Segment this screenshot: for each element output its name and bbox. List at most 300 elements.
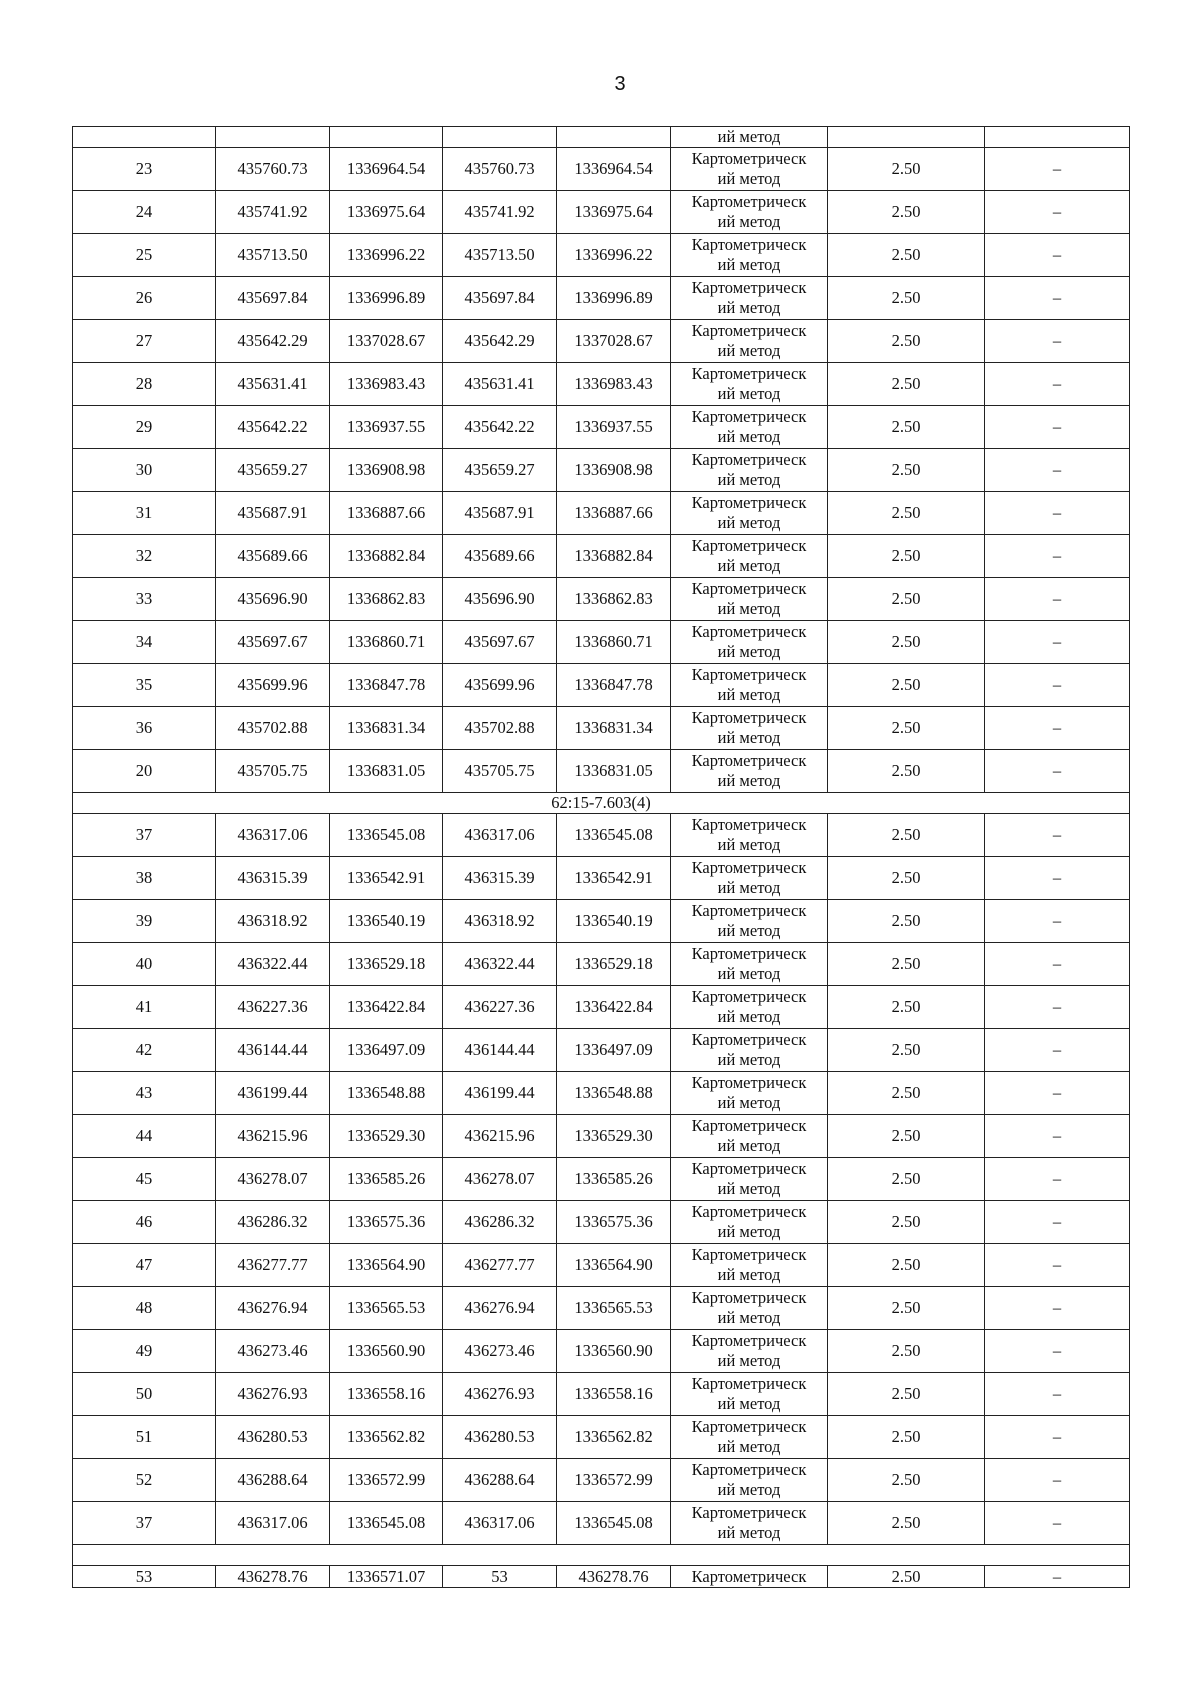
- y-coordinate-cell: 1336548.88: [330, 1072, 443, 1115]
- method-cell: [671, 1244, 828, 1287]
- method-line-1: Картометрическ: [691, 665, 807, 684]
- table-row: [73, 535, 1130, 578]
- accuracy-cell: 2.50: [828, 449, 985, 492]
- table-row: [73, 707, 1130, 750]
- method-cell: Картометрическ: [671, 1566, 828, 1588]
- method-line-1: Картометрическ: [691, 1374, 807, 1393]
- point-number-cell: 31: [73, 492, 216, 535]
- x-coordinate-cell: 436278.07: [216, 1158, 330, 1201]
- accuracy-cell: 2.50: [828, 1459, 985, 1502]
- method-line-1: Картометрическ: [691, 1331, 807, 1350]
- y-coordinate-cell: 1336831.34: [557, 707, 671, 750]
- method-cell: [671, 943, 828, 986]
- x-coordinate-cell: 435702.88: [443, 707, 557, 750]
- table-row: [73, 406, 1130, 449]
- accuracy-cell: 2.50: [828, 234, 985, 277]
- table-cell: [828, 127, 985, 148]
- accuracy-cell: 2.50: [828, 578, 985, 621]
- page-number: 3: [614, 73, 626, 95]
- section-header-row: [73, 793, 1130, 814]
- method-line-1: Картометрическ: [691, 450, 807, 469]
- method-cell: [671, 707, 828, 750]
- y-coordinate-cell: 1336908.98: [330, 449, 443, 492]
- x-coordinate-cell: 435697.67: [216, 621, 330, 664]
- y-coordinate-cell: 1336847.78: [330, 664, 443, 707]
- x-coordinate-cell: 436315.39: [216, 857, 330, 900]
- point-number-cell: 46: [73, 1201, 216, 1244]
- dash-cell: –: [985, 1416, 1130, 1459]
- x-coordinate-cell: 436215.96: [216, 1115, 330, 1158]
- y-coordinate-cell: 1336996.89: [557, 277, 671, 320]
- point-number-cell: 49: [73, 1330, 216, 1373]
- method-line-2: ий метод: [717, 1394, 781, 1413]
- table-row: [73, 1459, 1130, 1502]
- point-number-cell: 39: [73, 900, 216, 943]
- y-coordinate-cell: 1336882.84: [330, 535, 443, 578]
- accuracy-cell: 2.50: [828, 1072, 985, 1115]
- method-line-1: Картометрическ: [691, 622, 807, 641]
- table-row: [73, 943, 1130, 986]
- y-coordinate-cell: 1336575.36: [557, 1201, 671, 1244]
- method-line-2: ий метод: [717, 470, 781, 489]
- x-coordinate-cell: 436276.93: [443, 1373, 557, 1416]
- method-line-2: ий метод: [717, 513, 781, 532]
- y-coordinate-cell: 1336497.09: [330, 1029, 443, 1072]
- method-line-1: Картометрическ: [691, 901, 807, 920]
- accuracy-cell: 2.50: [828, 1201, 985, 1244]
- method-line-1: Картометрическ: [691, 1202, 807, 1221]
- table-cell: 1336571.07: [330, 1566, 443, 1588]
- method-line-2: ий метод: [717, 212, 781, 231]
- method-line-2: ий метод: [717, 1351, 781, 1370]
- method-line-2: ий метод: [717, 771, 781, 790]
- method-line-2: ий метод: [717, 642, 781, 661]
- method-line-1: Картометрическ: [691, 1245, 807, 1264]
- x-coordinate-cell: 435642.22: [443, 406, 557, 449]
- method-cell: [671, 986, 828, 1029]
- accuracy-cell: 2.50: [828, 1416, 985, 1459]
- method-cell: [671, 1373, 828, 1416]
- x-coordinate-cell: 436278.07: [443, 1158, 557, 1201]
- table-row: [73, 1244, 1130, 1287]
- continuation-row: [73, 127, 1130, 148]
- accuracy-cell: 2.50: [828, 900, 985, 943]
- accuracy-cell: 2.50: [828, 750, 985, 793]
- table-row: [73, 449, 1130, 492]
- method-line-2: ий метод: [717, 728, 781, 747]
- accuracy-cell: 2.50: [828, 664, 985, 707]
- method-cell: [671, 1330, 828, 1373]
- method-line-1: Картометрическ: [691, 579, 807, 598]
- x-coordinate-cell: 436280.53: [443, 1416, 557, 1459]
- table-cell: [557, 127, 671, 148]
- y-coordinate-cell: 1336860.71: [557, 621, 671, 664]
- y-coordinate-cell: 1336545.08: [330, 814, 443, 857]
- y-coordinate-cell: 1336529.18: [557, 943, 671, 986]
- y-coordinate-cell: 1336996.22: [557, 234, 671, 277]
- dash-cell: –: [985, 1072, 1130, 1115]
- x-coordinate-cell: 435659.27: [216, 449, 330, 492]
- x-coordinate-cell: 435631.41: [216, 363, 330, 406]
- point-number-cell: 25: [73, 234, 216, 277]
- blank-row: [73, 1545, 1130, 1566]
- y-coordinate-cell: 1336565.53: [330, 1287, 443, 1330]
- accuracy-cell: 2.50: [828, 1029, 985, 1072]
- method-cell: [671, 191, 828, 234]
- method-line-1: Картометрическ: [691, 364, 807, 383]
- method-cell: [671, 1287, 828, 1330]
- x-coordinate-cell: 436215.96: [443, 1115, 557, 1158]
- x-coordinate-cell: 435642.22: [216, 406, 330, 449]
- table-row: [73, 1373, 1130, 1416]
- y-coordinate-cell: 1336529.18: [330, 943, 443, 986]
- method-cell: [671, 750, 828, 793]
- x-coordinate-cell: 436276.93: [216, 1373, 330, 1416]
- dash-cell: –: [985, 1373, 1130, 1416]
- y-coordinate-cell: 1336542.91: [330, 857, 443, 900]
- method-cell: [671, 1115, 828, 1158]
- section-title: 62:15-7.603(4): [73, 793, 1130, 814]
- method-line-2: ий метод: [717, 599, 781, 618]
- x-coordinate-cell: 436144.44: [216, 1029, 330, 1072]
- method-cell: [671, 1502, 828, 1545]
- y-coordinate-cell: 1336908.98: [557, 449, 671, 492]
- table-row: [73, 857, 1130, 900]
- dash-cell: –: [985, 1459, 1130, 1502]
- dash-cell: –: [985, 234, 1130, 277]
- point-number-cell: 20: [73, 750, 216, 793]
- table-cell: 53: [443, 1566, 557, 1588]
- method-cell: [671, 814, 828, 857]
- y-coordinate-cell: 1336831.05: [330, 750, 443, 793]
- method-cell: [671, 578, 828, 621]
- table-row: [73, 363, 1130, 406]
- dash-cell: –: [985, 1330, 1130, 1373]
- y-coordinate-cell: 1336887.66: [330, 492, 443, 535]
- point-number-cell: 33: [73, 578, 216, 621]
- y-coordinate-cell: 1336882.84: [557, 535, 671, 578]
- x-coordinate-cell: 436199.44: [443, 1072, 557, 1115]
- table-cell: [443, 127, 557, 148]
- x-coordinate-cell: 436277.77: [216, 1244, 330, 1287]
- y-coordinate-cell: 1336564.90: [557, 1244, 671, 1287]
- point-number-cell: 30: [73, 449, 216, 492]
- dash-cell: –: [985, 148, 1130, 191]
- method-line-1: Картометрическ: [691, 944, 807, 963]
- method-line-2: ий метод: [717, 1136, 781, 1155]
- table-cell: [985, 127, 1130, 148]
- y-coordinate-cell: 1336887.66: [557, 492, 671, 535]
- method-line-1: Картометрическ: [691, 1116, 807, 1135]
- y-coordinate-cell: 1336937.55: [557, 406, 671, 449]
- table-cell: [216, 127, 330, 148]
- dash-cell: –: [985, 1201, 1130, 1244]
- method-line-2: ий метод: [717, 1007, 781, 1026]
- method-line-2: ий метод: [717, 1050, 781, 1069]
- method-cell: [671, 1201, 828, 1244]
- accuracy-cell: 2.50: [828, 986, 985, 1029]
- y-coordinate-cell: 1336560.90: [557, 1330, 671, 1373]
- table-row: [73, 492, 1130, 535]
- y-coordinate-cell: 1337028.67: [330, 320, 443, 363]
- y-coordinate-cell: 1336862.83: [557, 578, 671, 621]
- x-coordinate-cell: 436273.46: [216, 1330, 330, 1373]
- method-line-1: Картометрическ: [691, 536, 807, 555]
- table-row: [73, 277, 1130, 320]
- method-line-1: Картометрическ: [691, 278, 807, 297]
- y-coordinate-cell: 1336572.99: [330, 1459, 443, 1502]
- point-number-cell: 26: [73, 277, 216, 320]
- x-coordinate-cell: 436227.36: [443, 986, 557, 1029]
- accuracy-cell: 2.50: [828, 277, 985, 320]
- y-coordinate-cell: 1336996.22: [330, 234, 443, 277]
- point-number-cell: 53: [73, 1566, 216, 1588]
- point-number-cell: 24: [73, 191, 216, 234]
- point-number-cell: 38: [73, 857, 216, 900]
- method-line-2: ий метод: [717, 921, 781, 940]
- method-cell: [671, 1459, 828, 1502]
- y-coordinate-cell: 1336831.05: [557, 750, 671, 793]
- accuracy-cell: 2.50: [828, 707, 985, 750]
- method-cell: [671, 1029, 828, 1072]
- method-line-1: Картометрическ: [691, 192, 807, 211]
- method-line-1: Картометрическ: [691, 321, 807, 340]
- y-coordinate-cell: 1336996.89: [330, 277, 443, 320]
- table-cell: [73, 127, 216, 148]
- point-number-cell: 28: [73, 363, 216, 406]
- method-line-2: ий метод: [717, 169, 781, 188]
- method-line-1: Картометрическ: [691, 987, 807, 1006]
- table-row: [73, 986, 1130, 1029]
- table-row: [73, 1502, 1130, 1545]
- accuracy-cell: 2.50: [828, 1115, 985, 1158]
- method-cell: [671, 449, 828, 492]
- y-coordinate-cell: 1336975.64: [330, 191, 443, 234]
- dash-cell: –: [985, 621, 1130, 664]
- dash-cell: –: [985, 191, 1130, 234]
- x-coordinate-cell: 435699.96: [443, 664, 557, 707]
- method-line-2: ий метод: [717, 427, 781, 446]
- accuracy-cell: 2.50: [828, 492, 985, 535]
- x-coordinate-cell: 435642.29: [443, 320, 557, 363]
- x-coordinate-cell: 436317.06: [216, 1502, 330, 1545]
- table-row: [73, 1029, 1130, 1072]
- method-cell: [671, 621, 828, 664]
- method-line-2: ий метод: [717, 298, 781, 317]
- x-coordinate-cell: 436273.46: [443, 1330, 557, 1373]
- x-coordinate-cell: 436322.44: [443, 943, 557, 986]
- method-line-2: ий метод: [717, 835, 781, 854]
- method-line-2: ий метод: [717, 1437, 781, 1456]
- point-number-cell: 42: [73, 1029, 216, 1072]
- method-line-2: ий метод: [717, 1179, 781, 1198]
- x-coordinate-cell: 436322.44: [216, 943, 330, 986]
- x-coordinate-cell: 435689.66: [443, 535, 557, 578]
- accuracy-cell: 2.50: [828, 1502, 985, 1545]
- y-coordinate-cell: 1336831.34: [330, 707, 443, 750]
- accuracy-cell: 2.50: [828, 535, 985, 578]
- dash-cell: –: [985, 943, 1130, 986]
- method-line-1: Картометрическ: [691, 1288, 807, 1307]
- x-coordinate-cell: 436318.92: [216, 900, 330, 943]
- y-coordinate-cell: 1336545.08: [557, 1502, 671, 1545]
- method-line-2: ий метод: [717, 1480, 781, 1499]
- method-cell: [671, 234, 828, 277]
- dash-cell: –: [985, 277, 1130, 320]
- y-coordinate-cell: 1336572.99: [557, 1459, 671, 1502]
- table-row: [73, 1566, 1130, 1588]
- table-row: [73, 1072, 1130, 1115]
- point-number-cell: 47: [73, 1244, 216, 1287]
- method-cell: ий метод: [671, 127, 828, 148]
- table-row: [73, 1287, 1130, 1330]
- x-coordinate-cell: 435741.92: [216, 191, 330, 234]
- method-cell: [671, 148, 828, 191]
- table-row: [73, 578, 1130, 621]
- x-coordinate-cell: 436286.32: [216, 1201, 330, 1244]
- y-coordinate-cell: 1336964.54: [330, 148, 443, 191]
- method-cell: [671, 900, 828, 943]
- dash-cell: –: [985, 578, 1130, 621]
- y-coordinate-cell: 1336558.16: [330, 1373, 443, 1416]
- x-coordinate-cell: 436288.64: [216, 1459, 330, 1502]
- x-coordinate-cell: 435689.66: [216, 535, 330, 578]
- point-number-cell: 29: [73, 406, 216, 449]
- x-coordinate-cell: 435687.91: [443, 492, 557, 535]
- accuracy-cell: 2.50: [828, 1287, 985, 1330]
- table-row: [73, 664, 1130, 707]
- method-line-1: Картометрическ: [691, 1159, 807, 1178]
- x-coordinate-cell: 435760.73: [216, 148, 330, 191]
- method-line-2: ий метод: [717, 384, 781, 403]
- dash-cell: –: [985, 814, 1130, 857]
- method-cell: [671, 277, 828, 320]
- method-line-2: ий метод: [717, 341, 781, 360]
- method-line-1: Картометрическ: [691, 1073, 807, 1092]
- point-number-cell: 35: [73, 664, 216, 707]
- x-coordinate-cell: 436286.32: [443, 1201, 557, 1244]
- dash-cell: –: [985, 535, 1130, 578]
- dash-cell: –: [985, 1502, 1130, 1545]
- table-row: [73, 1115, 1130, 1158]
- point-number-cell: 41: [73, 986, 216, 1029]
- method-line-2: ий метод: [717, 1093, 781, 1112]
- x-coordinate-cell: 436227.36: [216, 986, 330, 1029]
- method-line-1: Картометрическ: [691, 1503, 807, 1522]
- table-row: [73, 320, 1130, 363]
- method-line-2: ий метод: [717, 1265, 781, 1284]
- y-coordinate-cell: 1336983.43: [330, 363, 443, 406]
- method-line-1: Картометрическ: [691, 235, 807, 254]
- method-line-1: Картометрическ: [691, 149, 807, 168]
- dash-cell: –: [985, 986, 1130, 1029]
- dash-cell: –: [985, 1566, 1130, 1588]
- accuracy-cell: 2.50: [828, 1244, 985, 1287]
- accuracy-cell: 2.50: [828, 1373, 985, 1416]
- point-number-cell: 43: [73, 1072, 216, 1115]
- accuracy-cell: 2.50: [828, 148, 985, 191]
- y-coordinate-cell: 1336545.08: [557, 814, 671, 857]
- table-row: [73, 814, 1130, 857]
- y-coordinate-cell: 1336545.08: [330, 1502, 443, 1545]
- y-coordinate-cell: 1336862.83: [330, 578, 443, 621]
- table-row: [73, 900, 1130, 943]
- accuracy-cell: 2.50: [828, 1330, 985, 1373]
- x-coordinate-cell: 435659.27: [443, 449, 557, 492]
- x-coordinate-cell: 435687.91: [216, 492, 330, 535]
- x-coordinate-cell: 435697.67: [443, 621, 557, 664]
- accuracy-cell: 2.50: [828, 320, 985, 363]
- y-coordinate-cell: 1336548.88: [557, 1072, 671, 1115]
- x-coordinate-cell: 435699.96: [216, 664, 330, 707]
- accuracy-cell: 2.50: [828, 1158, 985, 1201]
- x-coordinate-cell: 436280.53: [216, 1416, 330, 1459]
- x-coordinate-cell: 436317.06: [216, 814, 330, 857]
- x-coordinate-cell: 436317.06: [443, 1502, 557, 1545]
- x-coordinate-cell: 435642.29: [216, 320, 330, 363]
- method-line-2: ий метод: [717, 1308, 781, 1327]
- accuracy-cell: 2.50: [828, 1566, 985, 1588]
- y-coordinate-cell: 1336983.43: [557, 363, 671, 406]
- y-coordinate-cell: 1336562.82: [557, 1416, 671, 1459]
- point-number-cell: 36: [73, 707, 216, 750]
- table-row: [73, 1330, 1130, 1373]
- point-number-cell: 45: [73, 1158, 216, 1201]
- point-number-cell: 37: [73, 814, 216, 857]
- accuracy-cell: 2.50: [828, 943, 985, 986]
- method-cell: [671, 1158, 828, 1201]
- point-number-cell: 48: [73, 1287, 216, 1330]
- table-row: [73, 191, 1130, 234]
- method-line-2: ий метод: [717, 685, 781, 704]
- point-number-cell: 40: [73, 943, 216, 986]
- point-number-cell: 23: [73, 148, 216, 191]
- table-cell: [73, 1545, 1130, 1566]
- point-number-cell: 44: [73, 1115, 216, 1158]
- y-coordinate-cell: 1336422.84: [330, 986, 443, 1029]
- method-cell: [671, 406, 828, 449]
- dash-cell: –: [985, 857, 1130, 900]
- y-coordinate-cell: 1336860.71: [330, 621, 443, 664]
- point-number-cell: 27: [73, 320, 216, 363]
- method-line-1: Картометрическ: [691, 493, 807, 512]
- x-coordinate-cell: 436277.77: [443, 1244, 557, 1287]
- dash-cell: –: [985, 1287, 1130, 1330]
- accuracy-cell: 2.50: [828, 621, 985, 664]
- y-coordinate-cell: 1337028.67: [557, 320, 671, 363]
- x-coordinate-cell: 435631.41: [443, 363, 557, 406]
- dash-cell: –: [985, 707, 1130, 750]
- x-coordinate-cell: 436318.92: [443, 900, 557, 943]
- x-coordinate-cell: 435697.84: [443, 277, 557, 320]
- x-coordinate-cell: 435697.84: [216, 277, 330, 320]
- accuracy-cell: 2.50: [828, 191, 985, 234]
- y-coordinate-cell: 1336585.26: [557, 1158, 671, 1201]
- y-coordinate-cell: 1336562.82: [330, 1416, 443, 1459]
- method-cell: [671, 664, 828, 707]
- y-coordinate-cell: 1336564.90: [330, 1244, 443, 1287]
- dash-cell: –: [985, 1158, 1130, 1201]
- method-line-1: Картометрическ: [691, 407, 807, 426]
- x-coordinate-cell: 435705.75: [443, 750, 557, 793]
- y-coordinate-cell: 1336529.30: [557, 1115, 671, 1158]
- y-coordinate-cell: 1336575.36: [330, 1201, 443, 1244]
- dash-cell: –: [985, 363, 1130, 406]
- y-coordinate-cell: 1336560.90: [330, 1330, 443, 1373]
- method-line-2: ий метод: [717, 255, 781, 274]
- x-coordinate-cell: 435760.73: [443, 148, 557, 191]
- x-coordinate-cell: 436199.44: [216, 1072, 330, 1115]
